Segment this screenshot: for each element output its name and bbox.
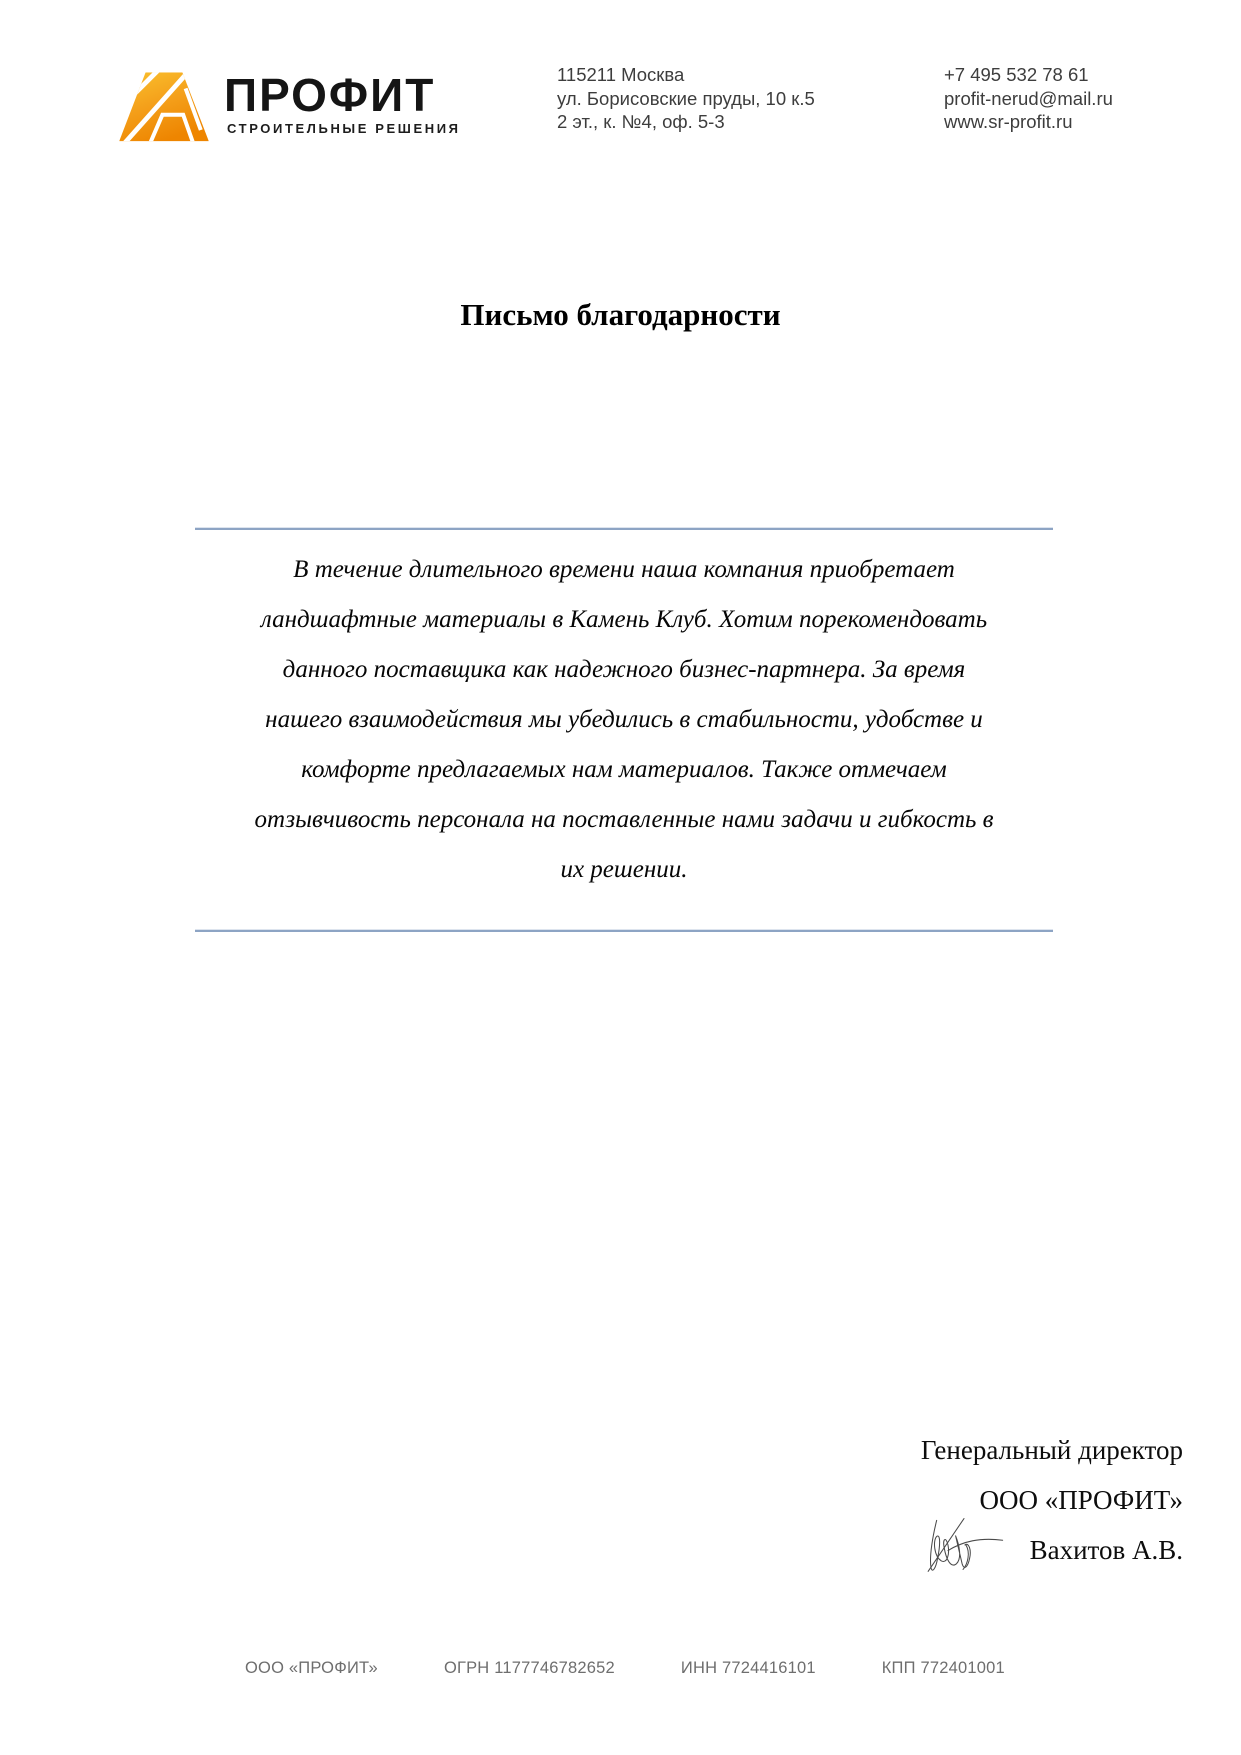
phone-number: +7 495 532 78 61 bbox=[944, 64, 1089, 85]
separator-top bbox=[195, 527, 1053, 530]
profit-logo-icon bbox=[116, 68, 212, 144]
address-line-office: 2 эт., к. №4, оф. 5-3 bbox=[557, 111, 725, 132]
requisite-inn: ИНН 7724416101 bbox=[680, 1659, 816, 1677]
body-line: комфорте предлагаемых нам материалов. Также отмечаем bbox=[301, 756, 947, 783]
page-title: Письмо благодарности bbox=[460, 297, 781, 332]
address-line-street: ул. Борисовские пруды, 10 к.5 bbox=[557, 87, 815, 109]
body-line: данного поставщика как надежного бизнес-партнера. За время bbox=[282, 656, 966, 683]
email-address: profit-nerud@mail.ru bbox=[944, 87, 1113, 109]
company-contacts bbox=[944, 63, 1113, 134]
signatory-company: ООО «ПРОФИТ» bbox=[979, 1485, 1183, 1515]
body-line: В течение длительного времени наша компания приобретает bbox=[293, 556, 955, 583]
body-line: ландшафтные материалы в Камень Клуб. Хотим порекомендовать bbox=[260, 606, 988, 633]
signatory-name: Вахитов А.В. bbox=[1029, 1535, 1183, 1565]
letter-body bbox=[195, 545, 1053, 895]
separator-bottom bbox=[195, 929, 1053, 932]
body-line: их решении. bbox=[560, 856, 688, 883]
requisite-ogrn: ОГРН 1177746782652 bbox=[443, 1659, 615, 1677]
footer-requisites bbox=[245, 1659, 1005, 1678]
address-line-zip-city: 115211 Москва bbox=[557, 64, 685, 85]
website-url: www.sr-profit.ru bbox=[944, 111, 1073, 132]
signatory-position: Генеральный директор bbox=[920, 1435, 1183, 1465]
company-address bbox=[557, 63, 815, 134]
body-line: отзывчивость персонала на поставленные нами задачи и гибкость в bbox=[254, 806, 994, 833]
brand-tagline: СТРОИТЕЛЬНЫЕ РЕШЕНИЯ bbox=[227, 121, 461, 136]
signature-block bbox=[921, 1425, 1183, 1575]
brand-name: ПРОФИТ bbox=[224, 69, 436, 121]
body-line: нашего взаимодействия мы убедились в стабильности, удобстве и bbox=[265, 706, 983, 733]
signature-scribble-icon bbox=[921, 1511, 1007, 1577]
requisite-kpp: КПП 772401001 bbox=[881, 1659, 1005, 1677]
requisite-company: ООО «ПРОФИТ» bbox=[245, 1659, 378, 1677]
